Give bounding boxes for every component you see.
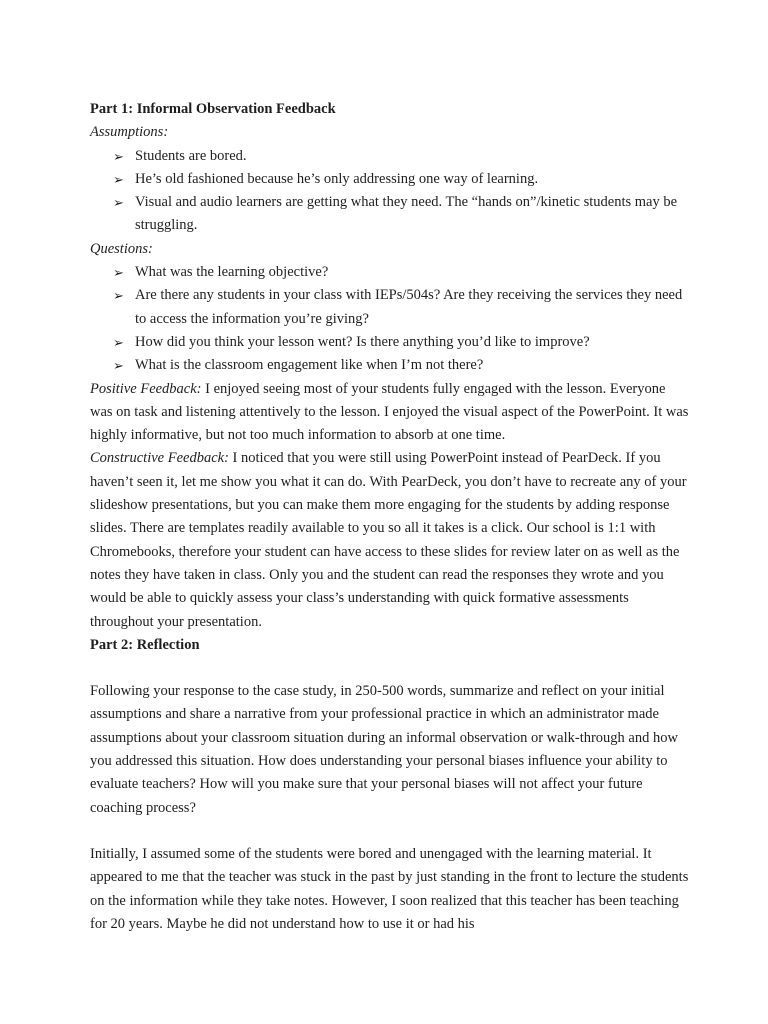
- assumption-text: He’s old fashioned because he’s only addressing one way of learning.: [135, 170, 539, 187]
- constructive-feedback-label: Constructive Feedback:: [90, 450, 229, 467]
- list-item: [90, 145, 690, 168]
- arrow-bullet-icon: ➢: [113, 288, 124, 304]
- arrow-bullet-icon: ➢: [113, 171, 124, 187]
- part2-heading: Part 2: Reflection: [90, 636, 200, 653]
- document-body: [90, 98, 690, 936]
- list-item: [90, 168, 690, 191]
- list-item: [90, 284, 690, 331]
- assumption-text: Visual and audio learners are getting what they need. The “hands on”/kinetic students may be struggling.: [135, 194, 678, 234]
- list-item: [90, 191, 690, 238]
- part1-heading: Part 1: Informal Observation Feedback: [90, 101, 336, 117]
- constructive-feedback-text: I noticed that you were still using PowerPoint instead of PearDeck. If you haven’t seen it, let me show you what it can do. With PearDeck, you don’t have to recreate any of your slideshow presentations, but you can make them more engaging for the students by adding response slides. There are templates readily available to you so all it takes is a click. Our school is 1:1 with Chromebooks, therefore your student can have access to these slides for review later on as well as the notes they have taken in class. Only you and the student can read the responses they wrote and you would be able to quickly assess your class’s understanding with quick formative assessments throughout your presentation.: [90, 450, 687, 630]
- constructive-feedback-paragraph: [90, 447, 690, 633]
- assumptions-list: [90, 145, 690, 238]
- reflection-response-paragraph: Initially, I assumed some of the students were bored and unengaged with the learning material. It appeared to me that the teacher was stuck in the past by just standing in the front to lecture the students on the information while they take notes. However, I soon realized that this teacher has been teaching for 20 years. Maybe he did not understand how to use it or had his: [90, 845, 689, 932]
- arrow-bullet-icon: ➢: [113, 148, 124, 164]
- question-text: What was the learning objective?: [135, 264, 329, 281]
- arrow-bullet-icon: ➢: [113, 334, 124, 350]
- questions-label: Questions:: [90, 240, 153, 257]
- arrow-bullet-icon: ➢: [113, 265, 124, 281]
- positive-feedback-label: Positive Feedback:: [90, 380, 202, 397]
- assumption-text: Students are bored.: [135, 147, 247, 164]
- question-text: What is the classroom engagement like when I’m not there?: [135, 357, 484, 374]
- question-text: How did you think your lesson went? Is there anything you’d like to improve?: [135, 333, 590, 350]
- questions-list: [90, 261, 690, 377]
- assumptions-label: Assumptions:: [90, 124, 169, 141]
- arrow-bullet-icon: ➢: [113, 358, 124, 374]
- positive-feedback-paragraph: [90, 378, 690, 448]
- positive-feedback-text: I enjoyed seeing most of your students fully engaged with the lesson. Everyone was on task and listening attentively to the lesson. I enjoyed the visual aspect of the PowerPoint. It was highly informative, but not too much information to absorb at one time.: [90, 380, 689, 444]
- paragraph-spacer: [90, 657, 690, 680]
- list-item: [90, 331, 690, 354]
- paragraph-spacer: [90, 820, 690, 843]
- list-item: [90, 354, 690, 377]
- reflection-prompt-paragraph: Following your response to the case study, in 250-500 words, summarize and reflect on your initial assumptions and share a narrative from your professional practice in which an administrator made assumptions about your classroom situation during an informal observation or walk-through and how you addressed this situation. How does understanding your personal biases influence your ability to evaluate teachers? How will you make sure that your personal biases will not affect your future coaching process?: [90, 683, 678, 816]
- question-text: Are there any students in your class with IEPs/504s? Are they receiving the services they need to access the information you’re giving?: [135, 287, 683, 327]
- list-item: [90, 261, 690, 284]
- arrow-bullet-icon: ➢: [113, 195, 124, 211]
